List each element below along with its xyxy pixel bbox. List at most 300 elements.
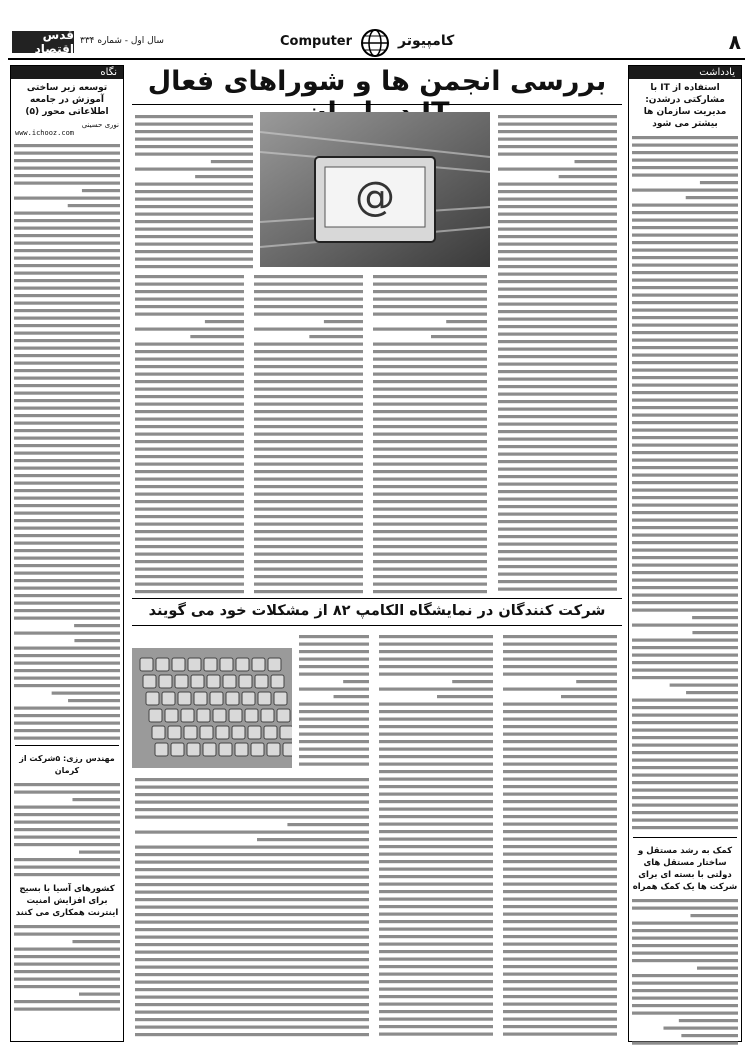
text-line — [14, 707, 120, 710]
text-line — [254, 560, 363, 563]
text-line — [135, 808, 369, 811]
text-line — [686, 196, 738, 199]
right-sidebar — [628, 65, 742, 1042]
keyboard-key — [229, 709, 242, 722]
text-line — [498, 205, 617, 208]
text-line — [632, 339, 738, 342]
second-article-col-2 — [376, 632, 496, 1040]
text-line — [195, 175, 253, 178]
text-line — [632, 429, 738, 432]
text-line — [14, 512, 120, 515]
text-line — [503, 1018, 617, 1021]
text-line — [14, 399, 120, 402]
text-line — [632, 699, 738, 702]
text-line — [503, 650, 617, 653]
text-line — [498, 565, 617, 568]
text-line — [498, 483, 617, 486]
right-sidebar-bottom-text — [629, 896, 741, 1046]
text-line — [254, 275, 363, 278]
text-line — [503, 658, 617, 661]
text-line — [254, 545, 363, 548]
text-line — [74, 639, 120, 642]
text-line — [373, 275, 487, 278]
text-line — [299, 740, 369, 743]
keyboard-key — [203, 743, 216, 756]
text-line — [82, 189, 120, 192]
text-line — [135, 913, 369, 916]
text-line — [135, 448, 244, 451]
text-line — [14, 459, 120, 462]
text-line — [299, 710, 369, 713]
text-line — [498, 288, 617, 291]
text-line — [14, 843, 120, 846]
text-line — [299, 665, 369, 668]
text-line — [632, 1004, 738, 1007]
text-line — [379, 973, 493, 976]
text-line — [503, 965, 617, 968]
text-line — [498, 123, 617, 126]
text-line — [498, 415, 617, 418]
text-line — [498, 310, 617, 313]
text-line — [135, 883, 369, 886]
keyboard-key — [143, 675, 156, 688]
text-line — [211, 160, 253, 163]
text-line — [503, 988, 617, 991]
text-line — [135, 530, 244, 533]
text-line — [14, 429, 120, 432]
text-line — [498, 138, 617, 141]
text-line — [135, 515, 244, 518]
text-line — [379, 905, 493, 908]
text-line — [135, 906, 369, 909]
text-line — [135, 793, 369, 796]
text-line — [498, 333, 617, 336]
left-sidebar-bottom-title-2: کشورهای آسیا با بسیج برای افزایش امنیت اینترنت همکاری می کنند — [15, 884, 119, 918]
text-line — [503, 823, 617, 826]
text-line — [14, 234, 120, 237]
text-line — [14, 527, 120, 530]
text-line — [632, 556, 738, 559]
text-line — [632, 759, 738, 762]
text-line — [632, 301, 738, 304]
text-line — [254, 298, 363, 301]
text-line — [632, 481, 738, 484]
text-line — [14, 572, 120, 575]
text-line — [632, 579, 738, 582]
keyboard-key — [213, 709, 226, 722]
second-article-col-1 — [500, 632, 620, 1040]
keyboard-key — [258, 692, 271, 705]
text-line — [503, 958, 617, 961]
text-line — [135, 365, 244, 368]
text-line — [379, 920, 493, 923]
text-line — [135, 425, 244, 428]
right-sidebar-body-text — [629, 133, 741, 833]
text-line — [14, 354, 120, 357]
text-line — [254, 515, 363, 518]
main-article-col-3 — [251, 272, 366, 597]
text-line — [503, 778, 617, 781]
text-line — [503, 973, 617, 976]
text-line — [503, 1033, 617, 1036]
text-line — [373, 343, 487, 346]
text-line — [14, 632, 120, 635]
text-line — [135, 123, 253, 126]
text-line — [498, 475, 617, 478]
left-sidebar-bottom-title-1: مهندس رزی: ۵شرکت از کرمان — [19, 754, 115, 775]
text-line — [14, 594, 120, 597]
text-line — [135, 380, 244, 383]
text-line — [14, 197, 120, 200]
text-line — [14, 489, 120, 492]
text-line — [135, 523, 244, 526]
text-line — [135, 130, 253, 133]
keyboard-key — [210, 692, 223, 705]
text-line — [379, 793, 493, 796]
text-line — [379, 890, 493, 893]
text-line — [135, 258, 253, 261]
text-line — [632, 751, 738, 754]
text-line — [135, 265, 253, 268]
text-line — [135, 958, 369, 961]
text-line — [135, 545, 244, 548]
left-sidebar-bottom-text-2 — [11, 922, 123, 1012]
text-line — [254, 590, 363, 593]
text-line — [14, 836, 120, 839]
keyboard-key — [248, 726, 261, 739]
text-line — [254, 373, 363, 376]
text-line — [14, 806, 120, 809]
text-line — [632, 211, 738, 214]
keyboard-key — [261, 709, 274, 722]
text-line — [379, 658, 493, 661]
text-line — [379, 913, 493, 916]
text-line — [135, 213, 253, 216]
text-line — [632, 571, 738, 574]
text-line — [498, 558, 617, 561]
text-line — [379, 710, 493, 713]
text-line — [632, 466, 738, 469]
text-line — [503, 785, 617, 788]
text-line — [632, 414, 738, 417]
text-line — [135, 455, 244, 458]
text-line — [632, 796, 738, 799]
text-line — [632, 586, 738, 589]
text-line — [254, 380, 363, 383]
keyboard-key — [165, 709, 178, 722]
text-line — [14, 557, 120, 560]
text-line — [632, 721, 738, 724]
text-line — [498, 400, 617, 403]
text-line — [503, 830, 617, 833]
text-line — [559, 175, 617, 178]
text-line — [373, 433, 487, 436]
second-article-title: شرکت کنندگان در نمایشگاه الکامپ ۸۲ از مشکلات خود می گویند — [148, 603, 606, 619]
keyboard-key — [223, 675, 236, 688]
text-line — [503, 673, 617, 676]
text-line — [254, 463, 363, 466]
text-line — [68, 204, 120, 207]
main-article-title: بررسی انجمن ها و شوراهای فعال — [147, 66, 607, 97]
text-line — [692, 631, 738, 634]
text-line — [135, 1033, 369, 1036]
text-line — [79, 993, 120, 996]
keyboard-key — [200, 726, 213, 739]
text-line — [14, 242, 120, 245]
text-line — [373, 485, 487, 488]
text-line — [379, 838, 493, 841]
text-line — [632, 1012, 738, 1015]
left-sidebar-title: توسعه زیر ساختی آموزش در جامعه اطلاعاتی محور (۵) — [25, 83, 109, 117]
keyboard-key — [271, 675, 284, 688]
title-underline — [132, 104, 622, 105]
keyboard-key — [264, 726, 277, 739]
text-line — [254, 508, 363, 511]
text-line — [254, 388, 363, 391]
text-line — [632, 952, 738, 955]
text-line — [135, 590, 244, 593]
text-line — [632, 204, 738, 207]
keyboard-key — [283, 743, 292, 756]
text-line — [14, 257, 120, 260]
text-line — [135, 440, 244, 443]
text-line — [632, 496, 738, 499]
text-line — [379, 1010, 493, 1013]
text-line — [498, 168, 617, 171]
text-line — [14, 677, 120, 680]
text-line — [135, 898, 369, 901]
second-article-title-rule — [132, 625, 622, 626]
text-line — [14, 866, 120, 869]
text-line — [254, 418, 363, 421]
text-line — [135, 198, 253, 201]
text-line — [379, 928, 493, 931]
text-line — [373, 418, 487, 421]
text-line — [632, 706, 738, 709]
text-line — [135, 373, 244, 376]
main-article-photo — [260, 112, 490, 267]
text-line — [14, 587, 120, 590]
text-line — [14, 970, 120, 973]
text-line — [632, 661, 738, 664]
text-line — [135, 936, 369, 939]
keyboard-key — [219, 743, 232, 756]
text-line — [498, 318, 617, 321]
text-line — [632, 974, 738, 977]
text-line — [373, 440, 487, 443]
text-line — [503, 875, 617, 878]
keyboard-key — [162, 692, 175, 705]
text-line — [498, 273, 617, 276]
text-line — [254, 440, 363, 443]
text-line — [14, 227, 120, 230]
text-line — [299, 658, 369, 661]
text-line — [379, 643, 493, 646]
text-line — [632, 601, 738, 604]
text-line — [379, 1025, 493, 1028]
text-line — [437, 695, 493, 698]
text-line — [379, 725, 493, 728]
text-line — [498, 370, 617, 373]
text-line — [379, 808, 493, 811]
text-line — [498, 198, 617, 201]
text-line — [373, 365, 487, 368]
text-line — [52, 692, 120, 695]
text-line — [379, 950, 493, 953]
text-line — [14, 729, 120, 732]
text-line — [379, 703, 493, 706]
text-line — [254, 493, 363, 496]
text-line — [254, 523, 363, 526]
text-line — [670, 684, 738, 687]
text-line — [632, 736, 738, 739]
text-line — [135, 403, 244, 406]
text-line — [379, 1018, 493, 1021]
text-line — [309, 335, 363, 338]
text-line — [135, 568, 244, 571]
text-line — [135, 493, 244, 496]
keyboard-key — [274, 692, 287, 705]
text-line — [576, 680, 617, 683]
text-line — [632, 729, 738, 732]
text-line — [632, 526, 738, 529]
text-line — [503, 980, 617, 983]
text-line — [632, 369, 738, 372]
keyboard-key — [156, 658, 169, 671]
text-line — [498, 355, 617, 358]
text-line — [299, 725, 369, 728]
text-line — [135, 560, 244, 563]
text-line — [14, 317, 120, 320]
text-line — [498, 213, 617, 216]
text-line — [14, 339, 120, 342]
keyboard-key — [216, 726, 229, 739]
text-line — [135, 538, 244, 541]
text-line — [379, 935, 493, 938]
text-line — [135, 153, 253, 156]
text-line — [299, 650, 369, 653]
text-line — [72, 798, 120, 801]
text-line — [299, 748, 369, 751]
text-line — [373, 478, 487, 481]
newspaper-logo: قدس اقتصاد — [12, 31, 74, 53]
text-line — [14, 212, 120, 215]
text-line — [135, 478, 244, 481]
text-line — [14, 279, 120, 282]
text-line — [498, 363, 617, 366]
text-line — [697, 967, 738, 970]
text-line — [135, 943, 369, 946]
text-line — [373, 373, 487, 376]
keyboard-key — [187, 743, 200, 756]
text-line — [254, 350, 363, 353]
text-line — [498, 265, 617, 268]
text-line — [632, 226, 738, 229]
text-line — [14, 167, 120, 170]
text-line — [373, 290, 487, 293]
text-line — [503, 928, 617, 931]
text-line — [498, 235, 617, 238]
text-line — [498, 325, 617, 328]
text-line — [14, 159, 120, 162]
text-line — [503, 770, 617, 773]
text-line — [254, 553, 363, 556]
right-sidebar-divider — [633, 837, 737, 838]
text-line — [135, 250, 253, 253]
text-line — [190, 335, 244, 338]
text-line — [135, 228, 253, 231]
text-line — [373, 410, 487, 413]
text-line — [632, 819, 738, 822]
text-line — [503, 845, 617, 848]
text-line — [14, 174, 120, 177]
text-line — [498, 588, 617, 591]
text-line — [14, 579, 120, 582]
text-line — [135, 816, 369, 819]
text-line — [503, 643, 617, 646]
text-line — [632, 541, 738, 544]
main-article-col-5 — [132, 272, 247, 597]
text-line — [503, 838, 617, 841]
text-line — [72, 940, 120, 943]
text-line — [254, 478, 363, 481]
keyboard-key — [204, 658, 217, 671]
text-line — [632, 354, 738, 357]
right-sidebar-header: یادداشت — [629, 66, 741, 79]
text-line — [14, 249, 120, 252]
keyboard-key — [267, 743, 280, 756]
section-title-fa: کامپیوتر — [398, 33, 455, 49]
text-line — [632, 676, 738, 679]
keyboard-key — [181, 709, 194, 722]
text-line — [135, 801, 369, 804]
text-line — [373, 553, 487, 556]
text-line — [299, 763, 369, 766]
text-line — [14, 549, 120, 552]
text-line — [257, 838, 369, 841]
text-line — [135, 553, 244, 556]
keyboard-key — [277, 709, 290, 722]
text-line — [503, 1010, 617, 1013]
keyboard-key — [149, 709, 162, 722]
text-line — [135, 778, 369, 781]
text-line — [681, 1034, 738, 1037]
text-line — [373, 523, 487, 526]
text-line — [632, 376, 738, 379]
text-line — [14, 617, 120, 620]
text-line — [686, 691, 738, 694]
text-line — [379, 770, 493, 773]
text-line — [498, 303, 617, 306]
text-line — [135, 358, 244, 361]
text-line — [632, 646, 738, 649]
text-line — [503, 890, 617, 893]
text-line — [135, 298, 244, 301]
text-line — [14, 287, 120, 290]
text-line — [14, 272, 120, 275]
text-line — [14, 474, 120, 477]
text-line — [254, 538, 363, 541]
text-line — [632, 594, 738, 597]
text-line — [498, 543, 617, 546]
text-line — [503, 920, 617, 923]
text-line — [14, 1008, 120, 1011]
text-line — [632, 316, 738, 319]
text-line — [503, 868, 617, 871]
text-line — [373, 283, 487, 286]
text-line — [254, 343, 363, 346]
left-sidebar-divider — [15, 745, 119, 746]
